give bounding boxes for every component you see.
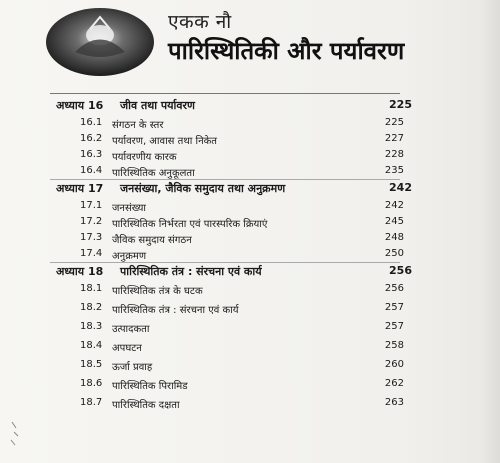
chapter-title: पारिस्थितिक तंत्र : संरचना एवं कार्य bbox=[120, 265, 262, 278]
section-title: उत्पादकता bbox=[112, 324, 150, 335]
page-number: 245 bbox=[384, 216, 404, 227]
page-number: 262 bbox=[384, 378, 404, 389]
section-number: 18.3 bbox=[80, 321, 103, 332]
section-number: 16.4 bbox=[80, 165, 103, 176]
section-number: 16.2 bbox=[80, 133, 103, 144]
section-title: पारिस्थितिक दक्षता bbox=[112, 400, 180, 411]
section-number: 16.1 bbox=[80, 117, 103, 128]
page-number: 250 bbox=[384, 248, 404, 259]
unit-label: एकक नौ bbox=[168, 11, 232, 33]
chapter-divider bbox=[50, 179, 400, 180]
section-number: 16.3 bbox=[80, 149, 103, 160]
chapter-label: अध्याय 16 bbox=[56, 99, 104, 112]
margin-scribble bbox=[8, 418, 28, 448]
toc-section-row bbox=[0, 340, 500, 358]
section-title: पारिस्थितिक अनुकूलता bbox=[112, 168, 195, 179]
section-title: पारिस्थितिक तंत्र के घटक bbox=[112, 286, 203, 297]
page-edge-shadow bbox=[480, 0, 500, 463]
page-number: 228 bbox=[384, 149, 404, 160]
toc-section-row bbox=[0, 302, 500, 320]
page-number: 235 bbox=[384, 165, 404, 176]
chapter-title: जनसंख्या, जैविक समुदाय तथा अनुक्रमण bbox=[120, 182, 286, 195]
page-number: 225 bbox=[384, 117, 404, 128]
section-number: 18.7 bbox=[80, 397, 103, 408]
section-number: 18.4 bbox=[80, 340, 103, 351]
toc-chapter-row bbox=[0, 264, 500, 282]
page-number: 227 bbox=[384, 133, 404, 144]
page-number: 248 bbox=[384, 232, 404, 243]
section-title: अपघटन bbox=[112, 343, 142, 354]
chapter-divider bbox=[50, 262, 400, 263]
toc-section-row bbox=[0, 283, 500, 301]
page-number: 263 bbox=[384, 397, 404, 408]
section-number: 17.1 bbox=[80, 200, 103, 211]
section-title: जैविक समुदाय संगठन bbox=[112, 235, 192, 246]
unit-title: पारिस्थितिकी और पर्यावरण bbox=[168, 37, 405, 65]
section-title: पर्यावरण, आवास तथा निकेत bbox=[112, 136, 217, 147]
page-number: 256 bbox=[384, 283, 404, 294]
section-title: संगठन के स्तर bbox=[112, 120, 164, 131]
toc-section-row bbox=[0, 378, 500, 396]
chapter-title: जीव तथा पर्यावरण bbox=[120, 99, 195, 112]
toc-section-row bbox=[0, 359, 500, 377]
page-number: 242 bbox=[389, 181, 412, 194]
chapter-label: अध्याय 18 bbox=[56, 265, 104, 278]
section-title: पारिस्थितिक निर्भरता एवं पारस्परिक क्रियाएं bbox=[112, 219, 268, 230]
toc-chapter-row bbox=[0, 98, 500, 116]
section-title: पारिस्थितिक तंत्र : संरचना एवं कार्य bbox=[112, 305, 239, 316]
page-number: 258 bbox=[384, 340, 404, 351]
page-number: 242 bbox=[384, 200, 404, 211]
section-title: पर्यावरणीय कारक bbox=[112, 152, 177, 163]
toc-section-row bbox=[0, 321, 500, 339]
page-number: 257 bbox=[384, 302, 404, 313]
toc-section-row bbox=[0, 397, 500, 415]
toc-chapter-row bbox=[0, 181, 500, 199]
section-number: 18.6 bbox=[80, 378, 103, 389]
page-number: 256 bbox=[389, 264, 412, 277]
section-title: ऊर्जा प्रवाह bbox=[112, 362, 153, 373]
section-title: अनुक्रमण bbox=[112, 251, 147, 262]
section-number: 18.5 bbox=[80, 359, 103, 370]
page-number: 257 bbox=[384, 321, 404, 332]
section-number: 18.2 bbox=[80, 302, 103, 313]
section-number: 17.3 bbox=[80, 232, 103, 243]
page-number: 225 bbox=[389, 98, 412, 111]
section-number: 17.2 bbox=[80, 216, 103, 227]
section-number: 18.1 bbox=[80, 283, 103, 294]
page-number: 260 bbox=[384, 359, 404, 370]
section-title: जनसंख्या bbox=[112, 203, 146, 214]
section-number: 17.4 bbox=[80, 248, 103, 259]
chapter-label: अध्याय 17 bbox=[56, 182, 104, 195]
section-title: पारिस्थितिक पिरामिड bbox=[112, 381, 188, 392]
